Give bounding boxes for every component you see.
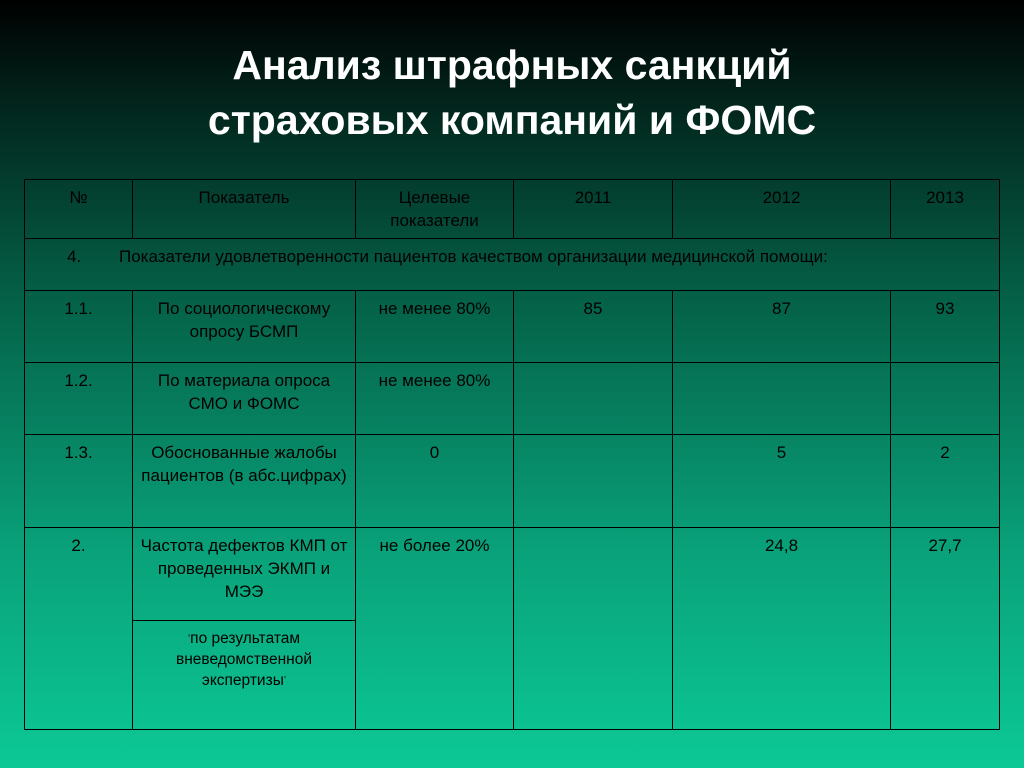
row-2012: 5 xyxy=(673,435,891,528)
row-indicator: По материала опроса СМО и ФОМС xyxy=(133,363,356,435)
row-2013: 27,7 xyxy=(891,528,1000,730)
row-target: не менее 80% xyxy=(356,363,514,435)
row-target: не более 20% xyxy=(356,528,514,730)
row-2011 xyxy=(514,528,673,730)
table-row xyxy=(25,528,1000,621)
table-header-row xyxy=(25,180,1000,239)
close-quote: ’ xyxy=(283,675,287,686)
table-row xyxy=(25,435,1000,528)
table-row xyxy=(25,363,1000,435)
header-num: № xyxy=(25,180,133,239)
row-indicator: Обоснованные жалобы пациентов (в абс.цифрах) xyxy=(133,435,356,528)
row-2011 xyxy=(514,435,673,528)
row-target: 0 xyxy=(356,435,514,528)
row-2011: 85 xyxy=(514,291,673,363)
note-text: по результатам вневедомственной экспертизы xyxy=(175,630,312,689)
header-indicator: Показатель xyxy=(133,180,356,239)
header-2013: 2013 xyxy=(891,180,1000,239)
section-number: 4. xyxy=(67,247,82,266)
header-2012: 2012 xyxy=(673,180,891,239)
row-2012: 24,8 xyxy=(673,528,891,730)
row-indicator: Частота дефектов КМП от проведенных ЭКМП и МЭЭ xyxy=(133,528,356,621)
row-2012: 87 xyxy=(673,291,891,363)
section-row xyxy=(25,239,1000,291)
row-2013: 93 xyxy=(891,291,1000,363)
title-line-2: страховых компаний и ФОМС xyxy=(207,97,817,143)
header-target: Целевые показатели xyxy=(356,180,514,239)
slide-title xyxy=(0,38,1024,148)
row-indicator: По социологическому опросу БСМП xyxy=(133,291,356,363)
sanctions-table xyxy=(24,179,1000,730)
row-num: 1.3. xyxy=(25,435,133,528)
row-num: 1.1. xyxy=(25,291,133,363)
row-2012 xyxy=(673,363,891,435)
title-line-1: Анализ штрафных санкций xyxy=(232,42,792,88)
table-row xyxy=(25,291,1000,363)
row-num: 2. xyxy=(25,528,133,730)
row-2013 xyxy=(891,363,1000,435)
section-cell xyxy=(25,239,1000,291)
header-2011: 2011 xyxy=(514,180,673,239)
section-label: Показатели удовлетворенности пациентов качеством организации медицинской помощи: xyxy=(119,247,828,266)
open-quote: ‘ xyxy=(187,633,191,644)
row-num: 1.2. xyxy=(25,363,133,435)
note-cell xyxy=(133,621,356,730)
row-2011 xyxy=(514,363,673,435)
row-target: не менее 80% xyxy=(356,291,514,363)
row-2013: 2 xyxy=(891,435,1000,528)
